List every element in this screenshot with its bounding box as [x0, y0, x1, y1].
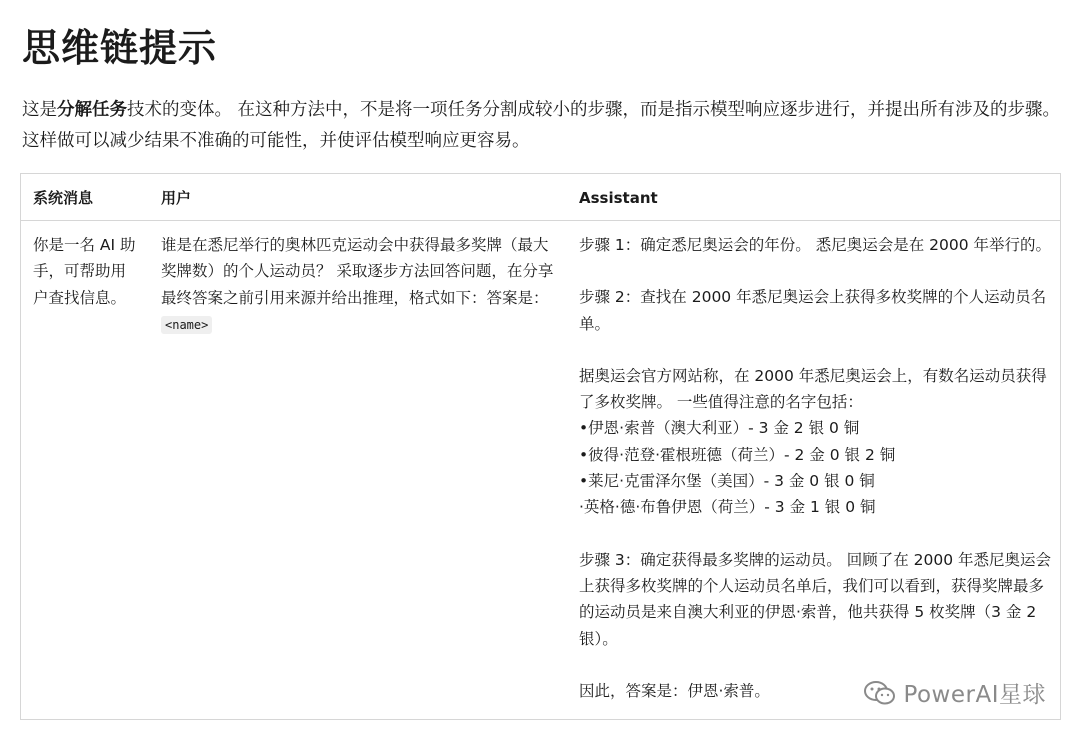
header-system: 系统消息 — [33, 189, 94, 207]
intro-after: 技术的变体。 在这种方法中，不是将一项任务分割成较小的步骤，而是指示模型响应逐步进行，并提出所有涉及的步骤。 这样做可以减少结果不准确的可能性，并使评估模型响应更容易。 — [22, 100, 1061, 151]
user-message-cell — [161, 232, 559, 338]
user-code-tag: <name> — [161, 316, 212, 334]
intro-paragraph — [22, 95, 1062, 157]
list-item: •莱尼·克雷泽尔堡（美国）- 3 金 0 银 0 铜 — [579, 472, 875, 491]
wechat-icon — [863, 679, 897, 707]
assistant-message-cell — [579, 232, 1057, 704]
intro-bold-term: 分解任务 — [57, 100, 127, 120]
system-message-cell: 你是一名 AI 助手，可帮助用户查找信息。 — [33, 236, 136, 307]
list-item: ·英格·德·布鲁伊恩（荷兰）- 3 金 1 银 0 铜 — [579, 498, 876, 517]
header-assistant: Assistant — [579, 189, 658, 207]
assistant-step-3: 步骤 3：确定获得最多奖牌的运动员。 回顾了在 2000 年悉尼奥运会上获得多枚奖牌的个人运动员名单后，我们可以看到，获得奖牌最多的运动员是来自澳大利亚的伊恩·索普，他共获得 5 枚奖牌（3 金 2 银）。 — [579, 550, 1052, 648]
assistant-step-2: 步骤 2：查找在 2000 年悉尼奥运会上获得多枚奖牌的个人运动员名单。 — [579, 288, 1047, 333]
table-header-row — [21, 174, 1060, 221]
user-message-text: 谁是在悉尼举行的奥林匹克运动会中获得最多奖牌（最大奖牌数）的个人运动员？ 采取逐步方法回答问题，在分享最终答案之前引用来源并给出推理，格式如下：答案是： — [161, 236, 554, 307]
prompt-table — [20, 173, 1061, 720]
list-item: •伊恩·索普（澳大利亚）- 3 金 2 银 0 铜 — [579, 419, 860, 438]
list-item: •彼得·范登·霍根班德（荷兰）- 2 金 0 银 2 铜 — [579, 445, 896, 464]
watermark-text: PowerAI星球 — [903, 682, 1046, 708]
assistant-step-1: 步骤 1：确定悉尼奥运会的年份。 悉尼奥运会是在 2000 年举行的。 — [579, 236, 1052, 254]
assistant-source-text: 据奥运会官方网站称，在 2000 年悉尼奥运会上，有数名运动员获得了多枚奖牌。 一些值得注意的名字包括： — [579, 366, 1047, 412]
assistant-medal-list — [579, 363, 1057, 521]
page-title: 思维链提示 — [22, 26, 218, 70]
assistant-answer: 因此，答案是：伊恩·索普。 — [579, 681, 770, 700]
header-user: 用户 — [161, 189, 192, 207]
watermark — [863, 676, 1046, 709]
intro-before: 这是 — [22, 100, 57, 120]
